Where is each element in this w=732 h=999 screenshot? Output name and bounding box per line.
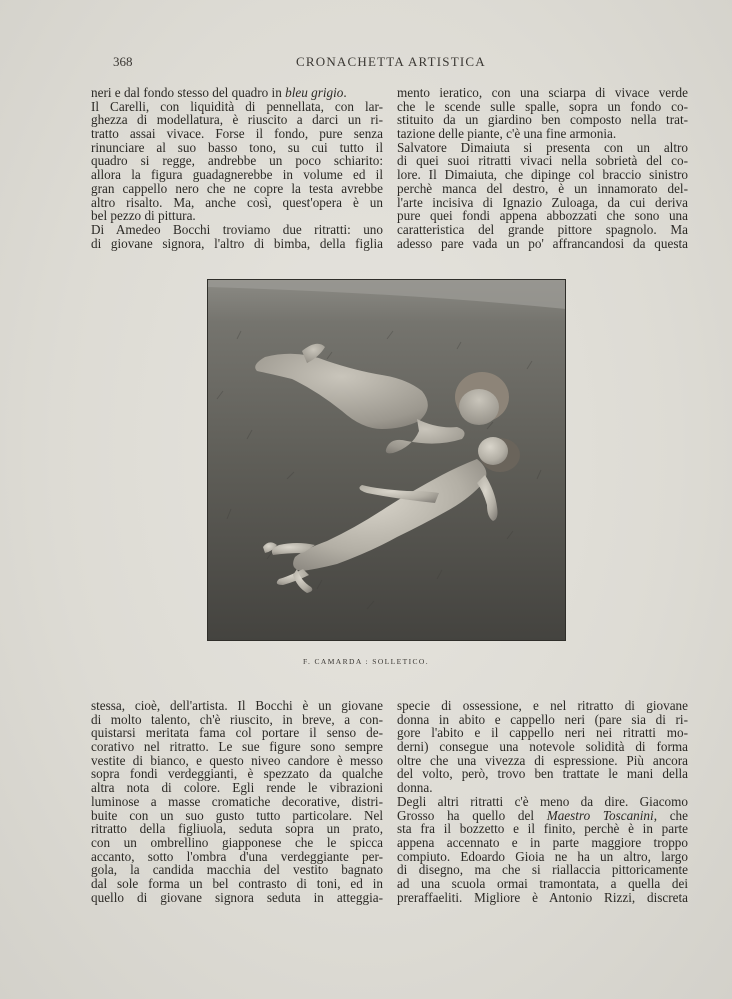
text-line: di disegno, ma che si riallaccia pittoricamente xyxy=(397,862,688,878)
text-line: dal sole forma un bel contrasto di toni, ed in xyxy=(91,875,383,891)
text-line: adesso pare vada un po' affrancandosi da questa xyxy=(397,235,688,251)
text-line: ad una scuola ormai tramontata, a quella dei xyxy=(397,875,688,891)
text-column-bottom-right xyxy=(397,699,688,904)
text-line: caratteristica del grande pittore spagnolo. Ma xyxy=(397,221,688,237)
text-line: altro risalto. Ma, anche così, quest'opera è un xyxy=(91,194,383,210)
text-line: altra nota di colore. Egli rende le vibrazioni xyxy=(91,780,383,796)
text-line: neri e dal fondo stesso del quadro in bleu grigio. xyxy=(91,85,347,100)
painting-image xyxy=(207,279,566,641)
text-line: perchè manca del destro, è un innamorato del- xyxy=(397,180,688,196)
text-column-top-left xyxy=(91,86,383,250)
text-line: gran cappello nero che ne copre la testa avrebbe xyxy=(91,180,383,196)
text-line: tazione delle piante, c'è una fine armonia. xyxy=(397,126,617,142)
text-line: di giovane signora, l'altro di bimba, della figlia xyxy=(91,235,383,251)
text-line: stituito da un giardino ben composto nella trat- xyxy=(397,112,688,128)
text-line: che le scende sulle spalle, sopra un fondo co- xyxy=(397,98,688,114)
text-line: quadro si regge, andrebbe un poco schiarito: xyxy=(91,153,383,169)
text-line: del volto, però, trovo ben trattate le mani della xyxy=(397,766,688,782)
text-line: rinunciare al suo basso tono, su cui tutto il xyxy=(91,139,383,155)
text-line: derni) consegue una notevole solidità di forma xyxy=(397,739,688,755)
text-line: vestite di bianco, e questo niveo candore è messo xyxy=(91,752,383,768)
text-line: mento ieratico, con una sciarpa di vivace verde xyxy=(397,85,688,100)
text-line: donna in abito e cappello neri (pare sia di ri- xyxy=(397,711,688,727)
text-line: Grosso ha quello del Maestro Toscanini, che xyxy=(397,807,688,823)
text-line: specie di ossessione, e nel ritratto di giovane xyxy=(397,698,688,713)
running-title: CRONACHETTA ARTISTICA xyxy=(296,54,486,69)
text-column-bottom-left xyxy=(91,699,383,904)
text-line: accanto, sotto l'ombra d'una verdeggiante per- xyxy=(91,848,383,864)
text-line: Degli altri ritratti c'è meno da dire. Giacomo xyxy=(397,793,688,809)
figure-caption: F. CAMARDA : SOLLETICO. xyxy=(303,657,429,666)
text-line: preraffaeliti. Migliore è Antonio Rizzi, discreta xyxy=(397,889,688,905)
text-line: quello di giovane signora seduta in atteggia- xyxy=(91,889,383,905)
text-line: sopra fondi verdeggianti, è spezzato da qualche xyxy=(91,766,383,782)
text-line: bel pezzo di pittura. xyxy=(91,208,196,224)
text-line: quistarsi meritata fama col portare il senso de- xyxy=(91,725,383,741)
text-line: Il Carelli, con liquidità di pennellata, con lar- xyxy=(91,98,383,114)
text-line: con un ombrellino giapponese che le spicca xyxy=(91,834,383,850)
text-line: oltre che una vivezza di espressione. Più ancora xyxy=(397,752,688,768)
text-line: donna. xyxy=(397,780,433,796)
text-line: buite con un suo gusto tutto particolare. Nel xyxy=(91,807,383,823)
text-line: di molto talento, ch'è riuscito, in breve, a con- xyxy=(91,711,383,727)
text-line: stessa, cioè, dell'artista. Il Bocchi è un giovane xyxy=(91,698,383,713)
text-line: Di Amedeo Bocchi troviamo due ritratti: uno xyxy=(91,221,383,237)
text-line: ritratto della figliuola, seduta sopra un prato, xyxy=(91,821,383,837)
text-line: tratto assai vivace. Forse il fondo, pure senza xyxy=(91,126,383,142)
text-line: pure quei fondi appena abbozzati che sono una xyxy=(397,208,688,224)
text-line: appena accennato e in parte maggiore troppo xyxy=(397,834,688,850)
text-line: di quei suoi ritratti vivaci nella sobrietà del co- xyxy=(397,153,688,169)
text-line: l'arte incisiva di Ignazio Zuloaga, da cui deriva xyxy=(397,194,688,210)
text-line: lore. Il Dimaiuta, che dipinge col braccio sinistro xyxy=(397,167,688,183)
text-line: gore l'abito e il cappello neri nei ritratti mo- xyxy=(397,725,688,741)
text-line: sta fra il bozzetto e il finito, perchè è in parte xyxy=(397,821,688,837)
text-line: allora la figura guadagnerebbe in volume ed il xyxy=(91,167,383,183)
text-line: luminose a masse cromatiche decorative, distri- xyxy=(91,793,383,809)
text-line: compiuto. Edoardo Gioia ne ha un altro, largo xyxy=(397,848,688,864)
text-column-top-right xyxy=(397,86,688,250)
text-line: corativo nel ritratto. Le sue figure sono sempre xyxy=(91,739,383,755)
figure-plate-painting xyxy=(207,279,566,641)
text-line: Salvatore Dimaiuta si presenta con un altro xyxy=(397,139,688,155)
text-line: gola, la candida macchia del vestito bagnato xyxy=(91,862,383,878)
text-line: ghezza di modellatura, è riuscito a darci un ri- xyxy=(91,112,383,128)
page-number: 368 xyxy=(113,54,133,69)
